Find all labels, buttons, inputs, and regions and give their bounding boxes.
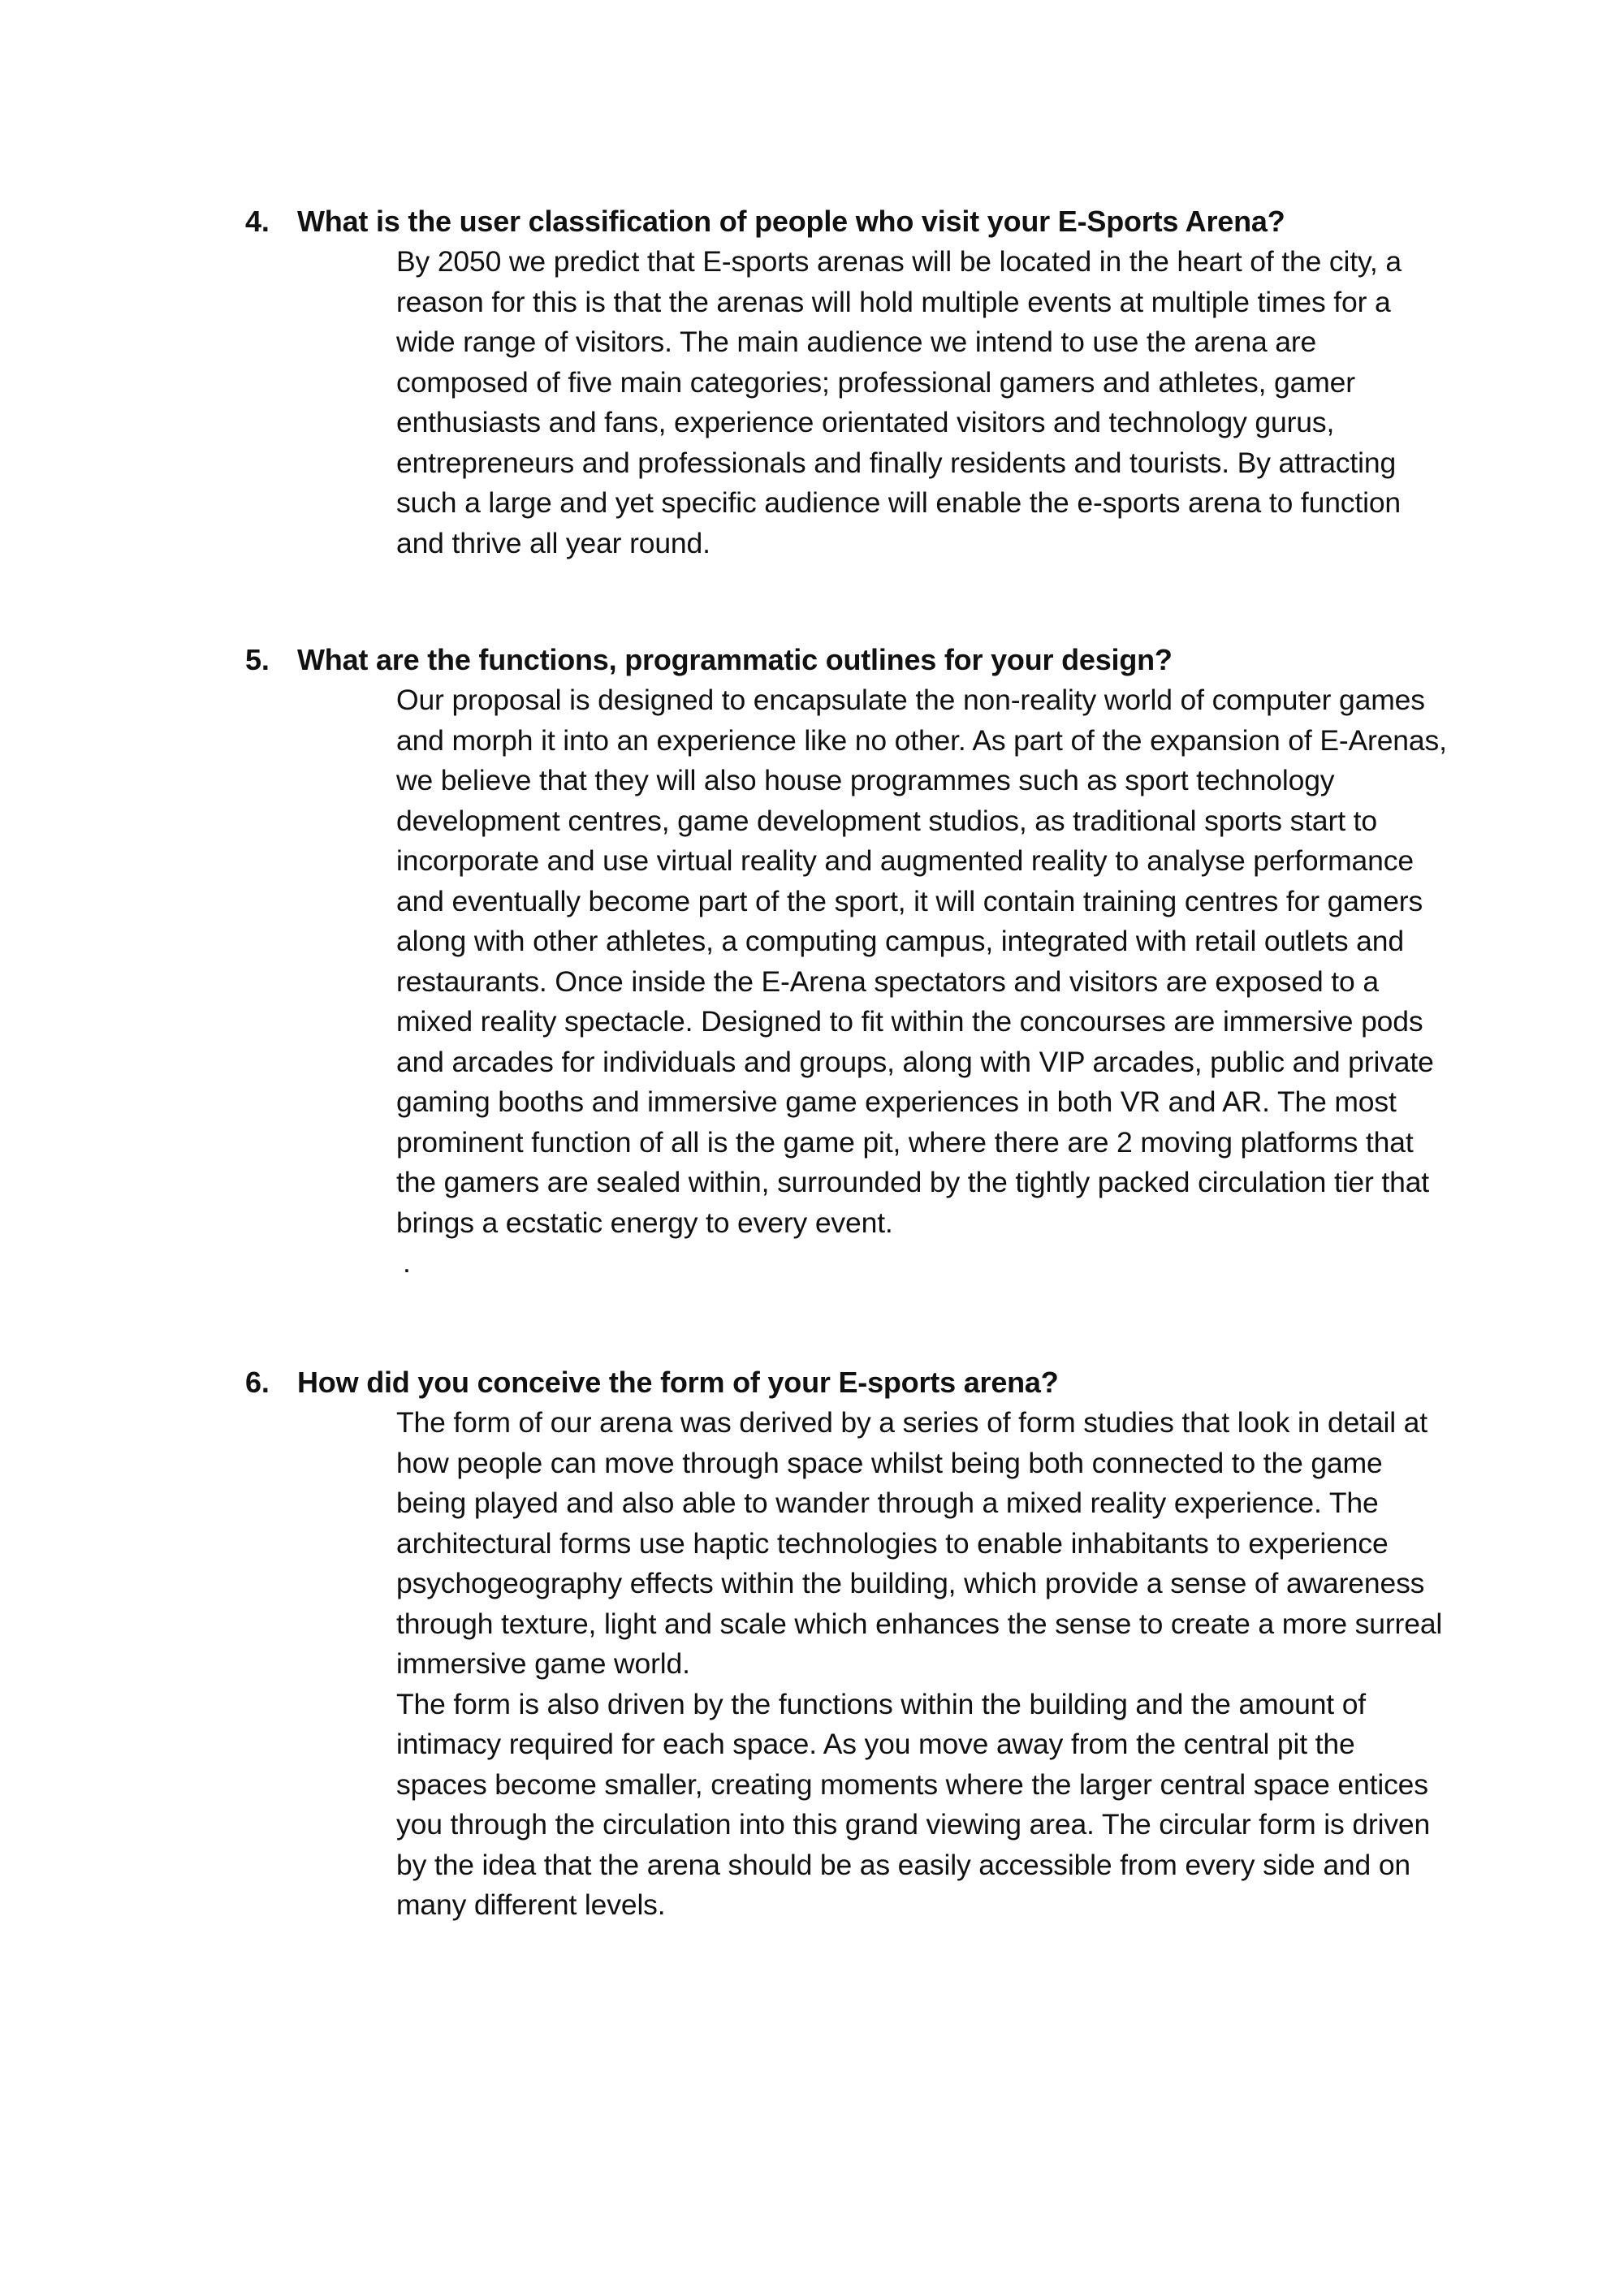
question-number: 5.: [245, 643, 270, 676]
question-heading: [245, 640, 1447, 680]
question-text: What is the user classification of people who visit your E-Sports Arena?: [297, 205, 1285, 238]
question-heading: [245, 1362, 1447, 1403]
question-heading: [245, 201, 1447, 242]
question-number: 6.: [245, 1366, 270, 1399]
question-number: 4.: [245, 205, 270, 238]
section-4: [245, 201, 1447, 563]
answer-paragraph: The form of our arena was derived by a series of form studies that look in detail at how people can move through space whilst being both connected to the game being played and also able to wander through a mixed reality experience. The architectural forms use haptic technologies to enable inhabitants to experience psychogeography effects within the building, which provide a sense of awareness through texture, light and scale which enhances the sense to create a more surreal immersive game world.: [396, 1406, 1443, 1680]
answer-block: [396, 680, 1447, 1284]
section-5: [245, 640, 1447, 1284]
question-text: What are the functions, programmatic outlines for your design?: [297, 643, 1173, 676]
answer-paragraph: The form is also driven by the functions within the building and the amount of intimacy required for each space. As you move away from the central pit the spaces become smaller, creating moments where the larger central space entices you through the circulation into this grand viewing area. The circular form is driven by the idea that the arena should be as easily accessible from every side and on many different levels.: [396, 1687, 1431, 1921]
answer-block: [396, 242, 1447, 563]
section-6: [245, 1362, 1447, 1926]
stray-period: .: [403, 1246, 411, 1279]
answer-block: [396, 1403, 1447, 1926]
question-text: How did you conceive the form of your E-sports arena?: [297, 1366, 1059, 1399]
answer-paragraph: Our proposal is designed to encapsulate the non-reality world of computer games and morph it into an experience like no other. As part of the expansion of E-Arenas, we believe that they will also house programmes such as sport technology development centres, game development studios, as traditional sports start to incorporate and use virtual reality and augmented reality to analyse performance and eventually become part of the sport, it will contain training centres for gamers along with other athletes, a computing campus, integrated with retail outlets and restaurants. Once inside the E-Arena spectators and visitors are exposed to a mixed reality spectacle. Designed to fit within the concourses are immersive pods and arcades for individuals and groups, along with VIP arcades, public and private gaming booths and immersive game experiences in both VR and AR. The most prominent function of all is the game pit, where there are 2 moving platforms that the gamers are sealed within, surrounded by the tightly packed circulation tier that brings a ecstatic energy to every event.: [396, 684, 1447, 1239]
answer-paragraph: By 2050 we predict that E-sports arenas will be located in the heart of the city, a reason for this is that the arenas will hold multiple events at multiple times for a wide range of visitors. The main audience we intend to use the arena are composed of five main categories; professional gamers and athletes, gamer enthusiasts and fans, experience orientated visitors and technology gurus, entrepreneurs and professionals and finally residents and tourists. By attracting such a large and yet specific audience will enable the e-sports arena to function and thrive all year round.: [396, 245, 1402, 559]
